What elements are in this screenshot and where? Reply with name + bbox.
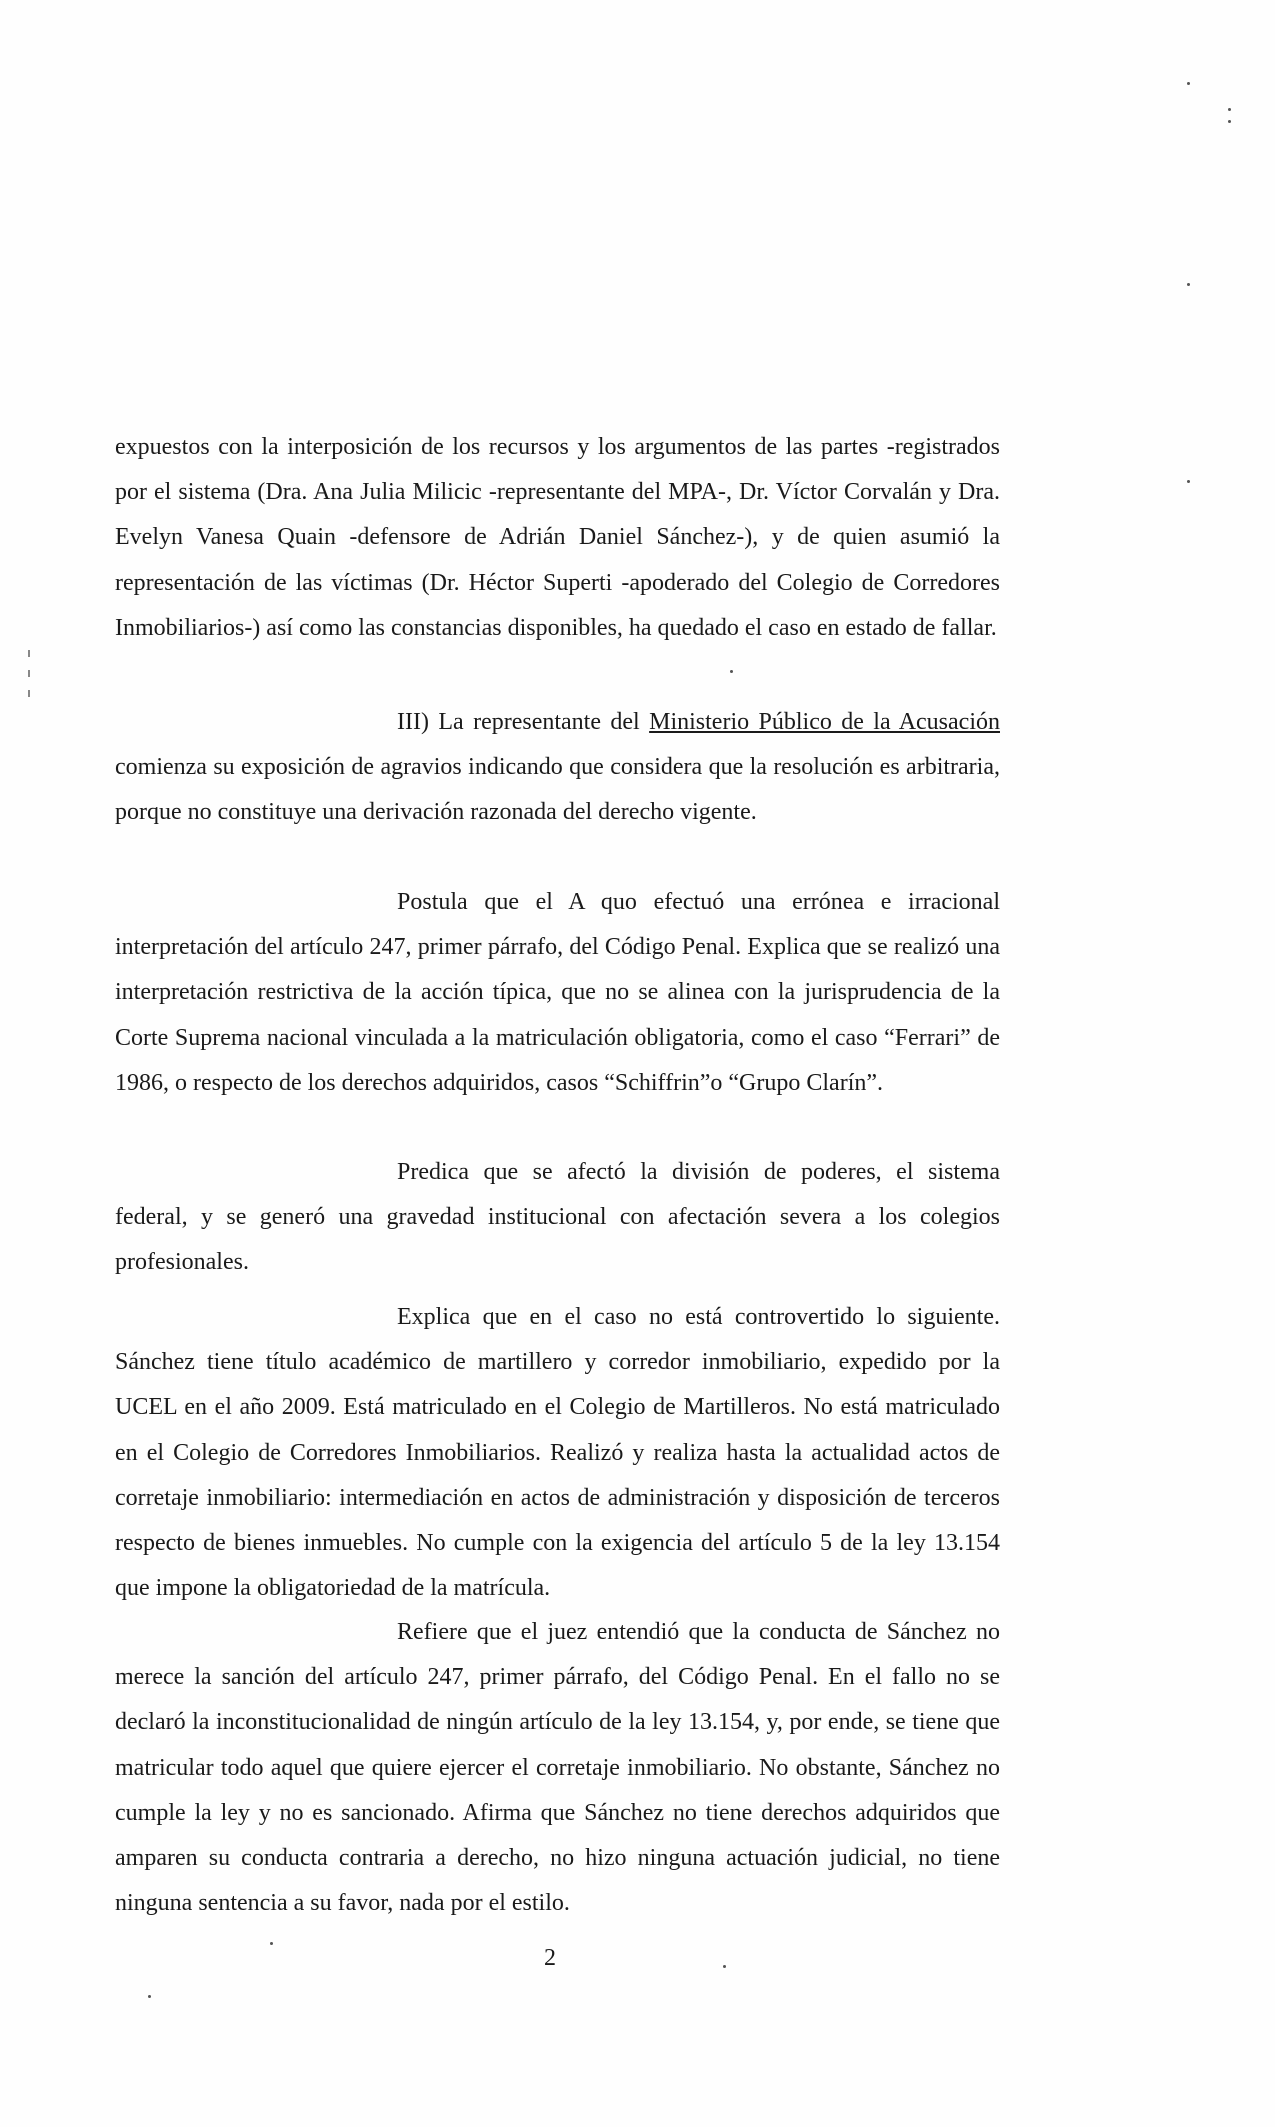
scan-speck — [1187, 283, 1190, 286]
scan-speck — [1228, 120, 1231, 123]
page-number: 2 — [544, 1945, 556, 1971]
paragraph-4 — [115, 1150, 1000, 1286]
margin-mark — [28, 690, 30, 697]
paragraph-5 — [115, 1295, 1000, 1611]
paragraph-1 — [115, 425, 1000, 651]
paragraph-5-text: Explica que en el caso no está controvertido lo siguiente. Sánchez tiene título académico de martillero y corredor inmobiliario, expedido por la UCEL en el año 2009. Está matriculado en el Colegio de Martilleros. No está matriculado en el Colegio de Corredores Inmobiliarios. Realizó y realiza hasta la actualidad actos de corretaje inmobiliario: intermediación en actos de administración y disposición de terceros respecto de bienes inmuebles. No cumple con la exigencia del artículo 5 de la ley 13.154 que impone la obligatoriedad de la matrícula. — [115, 1304, 1000, 1602]
scan-speck — [723, 1965, 726, 1968]
paragraph-1-text: expuestos con la interposición de los recursos y los argumentos de las partes -registrados por el sistema (Dra. Ana Julia Milicic -representante del MPA-, Dr. Víctor Corvalán y Dra. Evelyn Vanesa Quain -defensore de Adrián Daniel Sánchez-), y de quien asumió la representación de las víctimas (Dr. Héctor Superti -apoderado del Colegio de Corredores Inmobiliarios-) así como las constancias disponibles, ha quedado el caso en estado de fallar. — [115, 434, 1000, 641]
scan-speck — [1187, 82, 1190, 85]
paragraph-3 — [115, 880, 1000, 1106]
underlined-institution: Ministerio Público de la Acusación — [649, 709, 1000, 735]
paragraph-3-text: Postula que el A quo efectuó una errónea e irracional interpretación del artículo 247, primer párrafo, del Código Penal. Explica que se realizó una interpretación restrictiva de la acción típica, que no se alinea con la jurisprudencia de la Corte Suprema nacional vinculada a la matriculación obligatoria, como el caso “Ferrari” de 1986, o respecto de los derechos adquiridos, casos “Schiffrin”o “Grupo Clarín”. — [115, 889, 1000, 1096]
paragraph-4-text: Predica que se afectó la división de poderes, el sistema federal, y se generó una gravedad institucional con afectación severa a los colegios profesionales. — [115, 1159, 1000, 1276]
section-marker: III) La representante del — [397, 709, 640, 735]
scan-speck — [270, 1942, 273, 1945]
scan-speck — [730, 670, 733, 673]
paragraph-2 — [115, 700, 1000, 836]
margin-mark — [28, 670, 30, 677]
margin-mark — [28, 650, 30, 657]
scan-speck — [1187, 480, 1190, 483]
paragraph-6 — [115, 1610, 1000, 1926]
scan-speck — [1228, 108, 1231, 111]
paragraph-2-text: comienza su exposición de agravios indicando que considera que la resolución es arbitraria, porque no constituye una derivación razonada del derecho vigente. — [115, 754, 1000, 826]
paragraph-6-text: Refiere que el juez entendió que la conducta de Sánchez no merece la sanción del artículo 247, primer párrafo, del Código Penal. En el fallo no se declaró la inconstitucionalidad de ningún artículo de la ley 13.154, y, por ende, se tiene que matricular todo aquel que quiere ejercer el corretaje inmobiliario. No obstante, Sánchez no cumple la ley y no es sancionado. Afirma que Sánchez no tiene derechos adquiridos que amparen su conducta contraria a derecho, no hizo ninguna actuación judicial, no tiene ninguna sentencia a su favor, nada por el estilo. — [115, 1619, 1000, 1917]
scan-speck — [148, 1995, 151, 1998]
